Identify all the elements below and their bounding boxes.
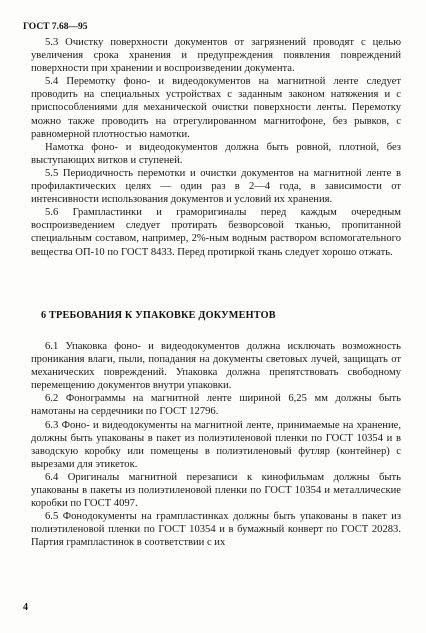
paragraph-6-4: 6.4 Оригиналы магнитной перезаписи к кинофильмам должны быть упакованы в пакеты из полиэтиленовой пленки по ГОСТ 10354 и металлические коробки по ГОСТ 4097. (31, 471, 401, 510)
paragraph-6-3: 6.3 Фоно- и видеодокументы на магнитной ленте, принимаемые на хранение, должны быть упакованы в пакет из полиэтиленовой пленки по ГОСТ 10354 и в заводскую коробку или помещены в полиэтиленовый футляр (контейнер) с вырезами для этикеток. (31, 419, 401, 470)
paragraph-5-6: 5.6 Грампластинки и граморигиналы перед каждым очередным воспроизведением следует протирать безворсовой тканью, пропитанной специальным составом, например, 2%-ным водным раствором вспомогательного вещества ОП-10 по ГОСТ 8433. Перед протиркой ткань следует хорошо отжать. (31, 207, 401, 258)
body-block-1 (31, 36, 401, 259)
section-6-title: 6 ТРЕБОВАНИЯ К УПАКОВКЕ ДОКУМЕНТОВ (41, 310, 276, 321)
body-block-2 (31, 340, 401, 550)
paragraph-6-2: 6.2 Фонограммы на магнитной ленте шириной 6,25 мм должны быть намотаны на сердечники по ГОСТ 12796. (31, 393, 401, 418)
page-number: 4 (23, 602, 28, 613)
paragraph-5-4: 5.4 Перемотку фоно- и видеодокументов на магнитной ленте следует проводить на специальных устройствах с заданным законом натяжения и с приспособлениями для механической очистки поверхности ленты. Перемотку можно также проводить на отрегулированном магнитофоне, без рывков, с равномерной плотностью намотки. (31, 76, 401, 140)
paragraph-winding: Намотка фоно- и видеодокументов должна быть ровной, плотной, без выступающих витков и ступеней. (31, 141, 401, 166)
paragraph-5-3: 5.3 Очистку поверхности документов от загрязнений проводят с целью увеличения срока хранения и предупреждения появления повреждений поверхности при хранении и воспроизведении документа. (31, 37, 401, 75)
paragraph-6-5: 6.5 Фонодокументы на грампластинках должны быть упакованы в пакет из полиэтиленовой пленки по ГОСТ 10354 и в бумажный конверт по ГОСТ 20283. Партия грампластинок в соответствии с их (31, 511, 401, 549)
running-header: ГОСТ 7.68—95 (23, 22, 88, 32)
paragraph-5-5: 5.5 Периодичность перемотки и очистки документов на магнитной ленте в профилактических целях — один раз в 2—4 года, в зависимости от интенсивности использования документов и условий их хранения. (31, 167, 401, 206)
paragraph-6-1: 6.1 Упаковка фоно- и видеодокументов должна исключать возможность проникания влаги, пыли, попадания на документы световых лучей, защищать от механических повреждений. Упаковка должна препятствовать свободному перемещению документов внутри упаковки. (31, 341, 401, 392)
